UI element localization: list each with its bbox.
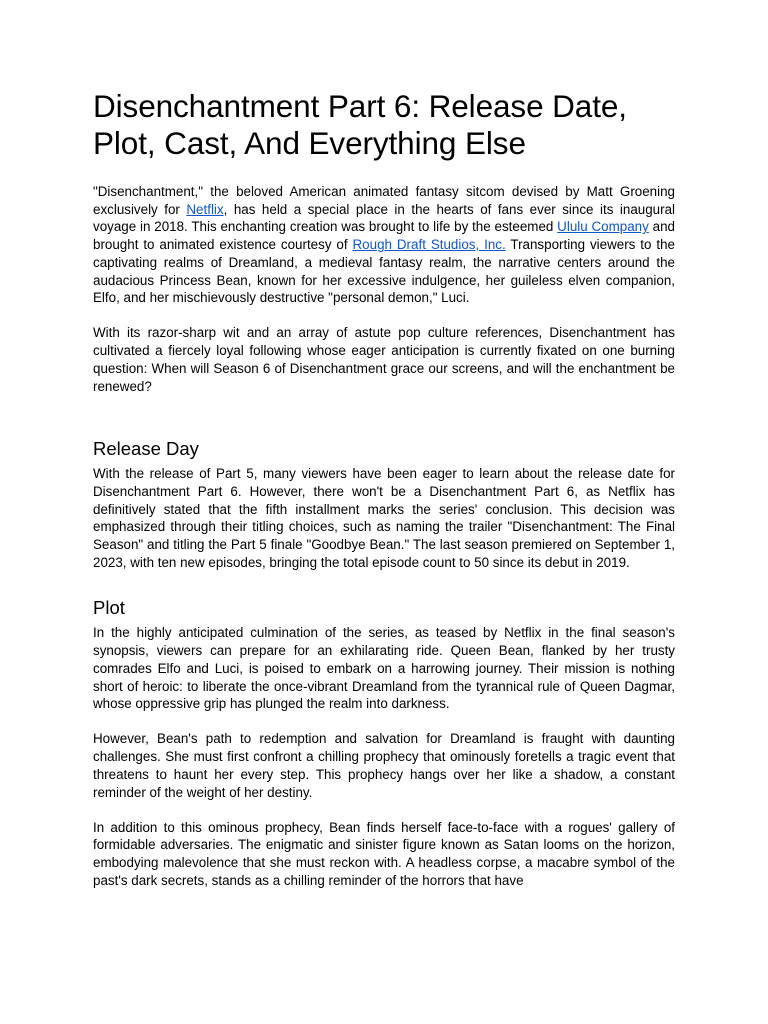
fanbase-paragraph: With its razor-sharp wit and an array of astute pop culture references, Disenchantment has cultivated a fiercely loyal following whose eager anticipation is currently fixated on one burning question: When will Season 6 of Disenchantment grace our screens, and will the enchantment be renewed? bbox=[93, 325, 675, 394]
release-day-paragraph: With the release of Part 5, many viewers have been eager to learn about the release date for Disenchantment Part 6. However, there won't be a Disenchantment Part 6, as Netflix has definitively stated that the fifth installment marks the series' conclusion. This decision was emphasized through their titling choices, such as naming the trailer "Disenchantment: The Final Season" and titling the Part 5 finale "Goodbye Bean." The last season premiered on September 1, 2023, with ten new episodes, bringing the total episode count to 50 since its debut in 2019. bbox=[93, 466, 675, 570]
intro-text-4: Transporting viewers to the captivating realms of Dreamland, a medieval fantasy realm, the narrative centers around the audacious Princess Bean, known for her excessive indulgence, her guileless elven companion, Elfo, and her mischievously destructive "personal demon," Luci. bbox=[93, 237, 675, 306]
plot-paragraph-3: In addition to this ominous prophecy, Bean finds herself face-to-face with a rogues' gallery of formidable adversaries. The enigmatic and sinister figure known as Satan looms on the horizon, embodying malevolence that she must reckon with. A headless corpse, a macabre symbol of the past's dark secrets, stands as a chilling reminder of the horrors that have bbox=[93, 819, 675, 888]
intro-text-3: and brought to animated existence courtesy of bbox=[93, 219, 675, 253]
plot-paragraph-2: However, Bean's path to redemption and salvation for Dreamland is fraught with daunting challenges. She must first confront a chilling prophecy that ominously foretells a tragic event that threatens to haunt her every step. This prophecy hangs over her like a shadow, a constant reminder of the weight of her destiny. bbox=[93, 731, 675, 800]
ululu-company-link[interactable]: Ululu Company bbox=[557, 219, 649, 235]
plot-heading: Plot bbox=[93, 597, 125, 619]
intro-paragraph bbox=[93, 183, 675, 307]
page-title: Disenchantment Part 6: Release Date, Plot, Cast, And Everything Else bbox=[93, 88, 627, 161]
intro-text-1: "Disenchantment," the beloved American animated fantasy sitcom devised by Matt Groening exclusively for bbox=[93, 184, 675, 217]
rough-draft-studios-link[interactable]: Rough Draft Studios, Inc. bbox=[352, 237, 506, 253]
release-day-heading: Release Day bbox=[93, 438, 199, 460]
plot-paragraph-1: In the highly anticipated culmination of the series, as teased by Netflix in the final season's synopsis, viewers can prepare for an exhilarating ride. Queen Bean, flanked by her trusty comrades Elfo and Luci, is poised to embark on a harrowing journey. Their mission is nothing short of heroic: to liberate the once-vibrant Dreamland from the tyrannical rule of Queen Dagmar, whose oppressive grip has plunged the realm into darkness. bbox=[93, 625, 675, 712]
intro-text-2: , has held a special place in the hearts of fans ever since its inaugural voyage in 2018. This enchanting creation was brought to life by the esteemed bbox=[93, 201, 675, 235]
netflix-link[interactable]: Netflix bbox=[186, 201, 224, 217]
